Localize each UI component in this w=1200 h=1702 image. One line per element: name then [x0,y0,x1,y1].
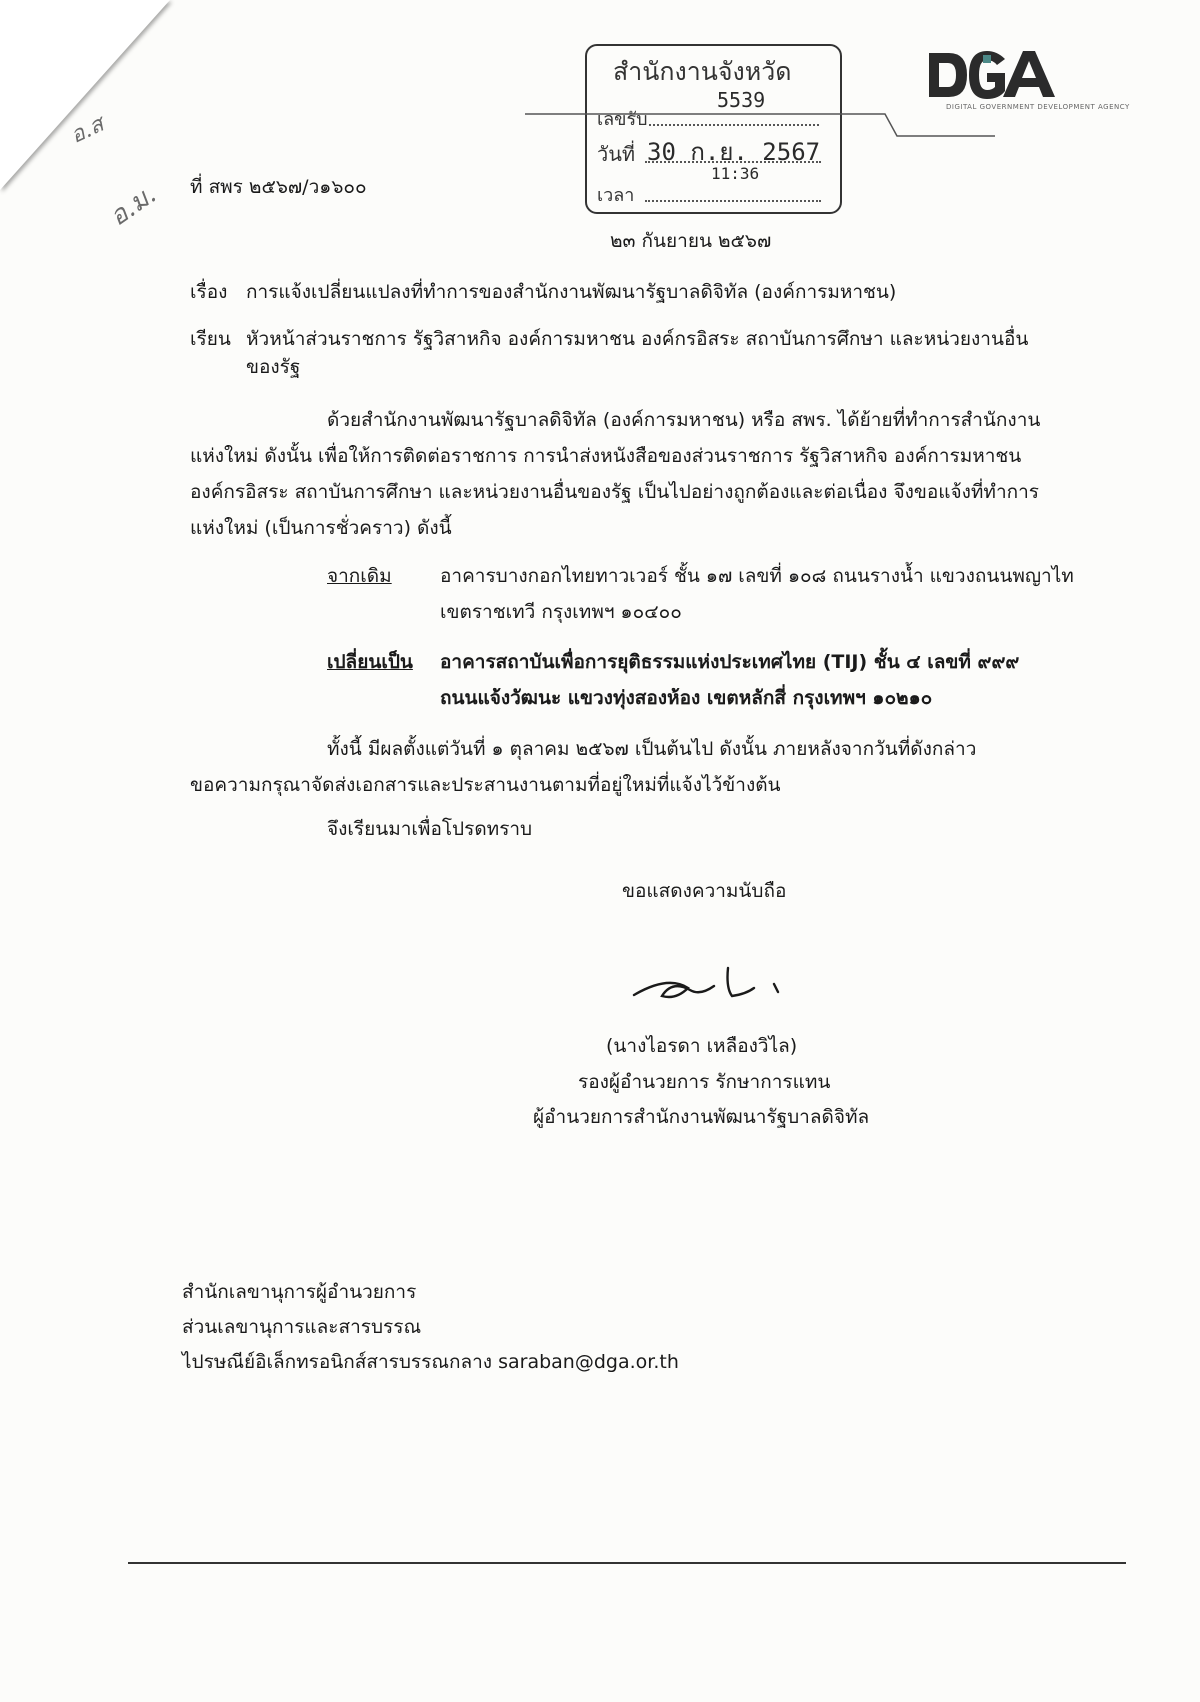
body-paragraph-1-line-3: องค์กรอิสระ สถาบันการศึกษา และหน่วยงานอื่นของรัฐ เป็นไปอย่างถูกต้องและต่อเนื่อง จึงขอแจ้งที่ทำการ [190,481,1040,503]
subject-text: การแจ้งเปลี่ยนแปลงที่ทำการของสำนักงานพัฒนารัฐบาลดิจิทัล (องค์การมหาชน) [246,281,897,303]
new-address-label: เปลี่ยนเป็น [327,651,413,673]
new-address-line-1: อาคารสถาบันเพื่อการยุติธรรมแห่งประเทศไทย (TIJ) ชั้น ๔ เลขที่ ๙๙๙ [440,651,1020,673]
recipient-label: เรียน [190,328,231,350]
footer-email: ไปรษณีย์อิเล็กทรอนิกส์สารบรรณกลาง saraban@dga.or.th [182,1351,679,1373]
handwritten-margin-mark: อ.ส [66,111,108,149]
stamp-title: สำนักงานจังหวัด [613,57,792,86]
logo-decorative-line [525,108,1065,148]
stamp-time-label: เวลา [597,185,635,206]
body-paragraph-3: จึงเรียนมาเพื่อโปรดทราบ [327,818,533,840]
signature [628,950,788,1010]
recipient-line-1: หัวหน้าส่วนราชการ รัฐวิสาหกิจ องค์การมหาชน องค์กรอิสระ สถาบันการศึกษา และหน่วยงานอื่น [246,328,1029,350]
dga-logo-tagline: DIGITAL GOVERNMENT DEVELOPMENT AGENCY [946,103,1130,111]
stamp-date-value: 30 ก.ย. 2567 [647,138,821,166]
stamp-receipt-label: เลขรับ [597,109,648,130]
body-paragraph-2-line-1: ทั้งนี้ มีผลตั้งแต่วันที่ ๑ ตุลาคม ๒๕๖๗ เป็นต้นไป ดังนั้น ภายหลังจากวันที่ดังกล่าว [327,738,977,760]
document-number: ที่ สพร ๒๕๖๗/ว๑๖๐๐ [190,176,367,198]
signer-title-line-2: ผู้อำนวยการสำนักงานพัฒนารัฐบาลดิจิทัล [533,1106,870,1128]
body-paragraph-1-line-4: แห่งใหม่ (เป็นการชั่วคราว) ดังนี้ [190,517,452,539]
handwritten-initials: อ.ม. [104,179,162,233]
stamp-date-label: วันที่ [597,142,636,166]
subject-label: เรื่อง [190,281,228,303]
document-date: ๒๓ กันยายน ๒๕๖๗ [610,230,772,252]
old-address-line-1: อาคารบางกอกไทยทาวเวอร์ ชั้น ๑๗ เลขที่ ๑๐๘ ถนนรางน้ำ แขวงถนนพญาไท [440,565,1074,587]
stamp-time-value: 11:36 [711,164,760,183]
footer-office: สำนักเลขานุการผู้อำนวยการ [182,1281,417,1303]
recipient-line-2: ของรัฐ [246,356,301,378]
signer-title-line-1: รองผู้อำนวยการ รักษาการแทน [578,1071,831,1093]
closing-salutation: ขอแสดงความนับถือ [622,880,787,902]
new-address-line-2: ถนนแจ้งวัฒนะ แขวงทุ่งสองห้อง เขตหลักสี่ กรุงเทพฯ ๑๐๒๑๐ [440,687,933,709]
signer-name: (นางไอรดา เหลืองวิไล) [606,1035,798,1057]
old-address-line-2: เขตราชเทวี กรุงเทพฯ ๑๐๔๐๐ [440,601,682,623]
folded-corner [0,0,170,190]
body-paragraph-1-line-1: ด้วยสำนักงานพัฒนารัฐบาลดิจิทัล (องค์การมหาชน) หรือ สพร. ได้ย้ายที่ทำการสำนักงาน [327,409,1041,431]
footer-rule [128,1562,1126,1564]
old-address-label: จากเดิม [327,565,392,587]
stamp-receipt-number: 5539 [717,88,766,112]
body-paragraph-1-line-2: แห่งใหม่ ดังนั้น เพื่อให้การติดต่อราชการ การนำส่งหนังสือของส่วนราชการ รัฐวิสาหกิจ องค์การมหาชน [190,445,1022,467]
footer-division: ส่วนเลขานุการและสารบรรณ [182,1316,422,1338]
body-paragraph-2-line-2: ขอความกรุณาจัดส่งเอกสารและประสานงานตามที่อยู่ใหม่ที่แจ้งไว้ข้างต้น [190,774,781,796]
